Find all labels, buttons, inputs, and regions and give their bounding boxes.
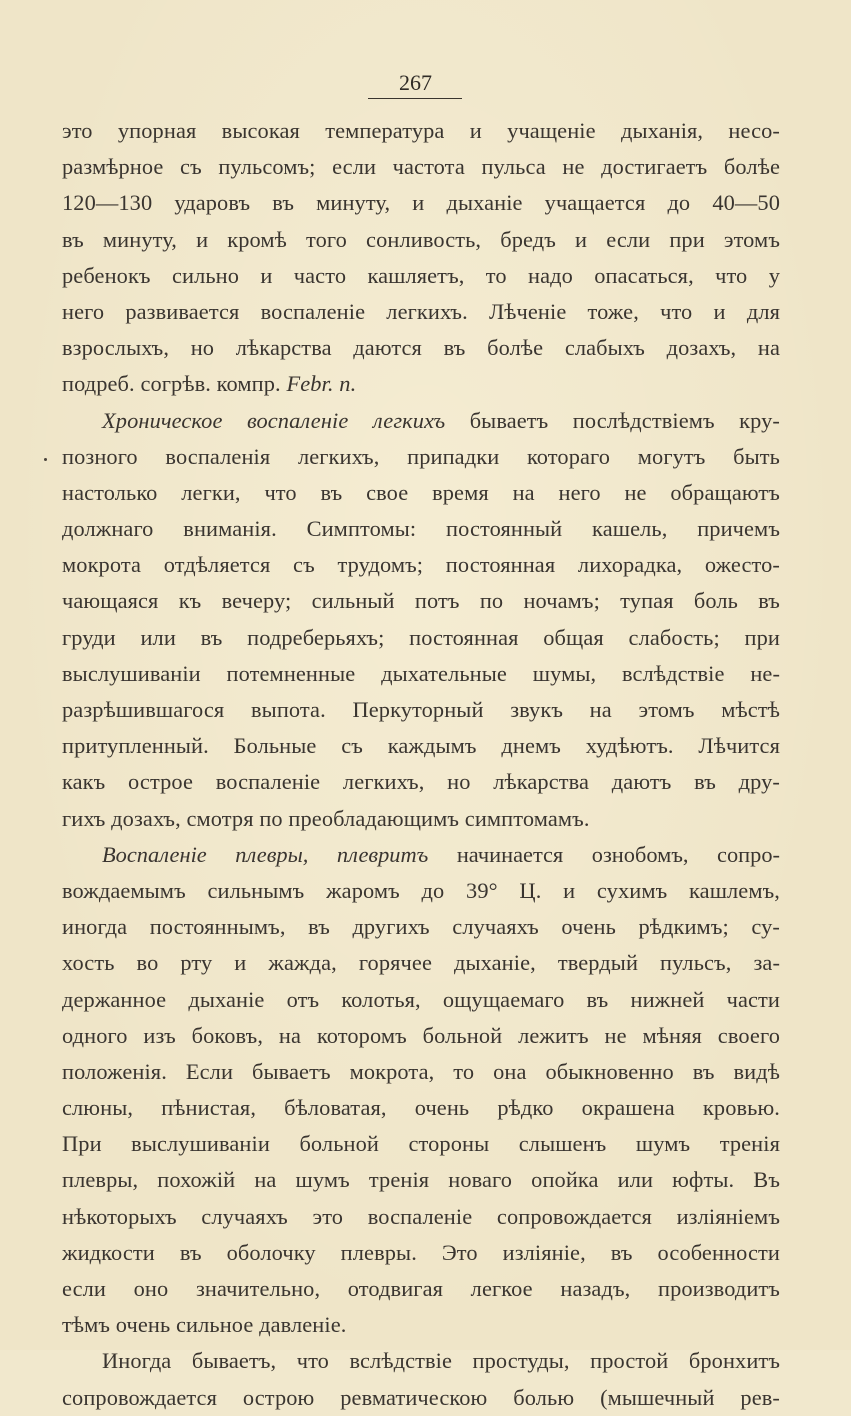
text-line-content: выслушиваніи потемненные дыхательные шумы, вслѣдствіе не- [62, 660, 780, 686]
italic-heading: Хроническое воспаленіе легкихъ [102, 407, 446, 433]
text-line [62, 945, 780, 981]
text-line-content: въ минуту, и кромѣ того сонливость, бредъ и если при этомъ [62, 226, 780, 252]
text-line [62, 1271, 780, 1307]
text-line-content: плевры, похожій на шумъ тренія новаго опойка или юфты. Въ [62, 1167, 780, 1193]
page-number-rule [368, 98, 462, 99]
text-line-content: ребенокъ сильно и часто кашляетъ, то надо опасаться, что у [62, 262, 780, 288]
text-line [62, 764, 780, 800]
text-line-content: слюны, пѣнистая, бѣловатая, очень рѣдко окрашена кровью. [62, 1095, 780, 1121]
italic-heading: Febr. n. [286, 371, 357, 397]
text-line-content: должнаго вниманія. Симптомы: постоянный кашель, причемъ [62, 516, 780, 542]
text-line-content: При выслушиваніи больной стороны слышенъ шумъ тренія [62, 1131, 780, 1157]
text-line-suffix: начинается ознобомъ, сопро- [428, 841, 780, 867]
page-number: 267 [399, 70, 432, 95]
text-line [62, 1018, 780, 1054]
text-line-content: вождаемымъ сильнымъ жаромъ до 39° Ц. и сухимъ кашлемъ, [62, 877, 780, 903]
text-line-content: если оно значительно, отодвигая легкое назадъ, производитъ [62, 1276, 780, 1301]
text-line-content: притупленный. Больные съ каждымъ днемъ худѣютъ. Лѣчится [62, 733, 780, 759]
text-line [62, 1235, 780, 1271]
body-text [62, 113, 780, 1416]
text-line [62, 1380, 780, 1416]
text-line-content: положенія. Если бываетъ мокрота, то она обыкновенно въ видѣ [62, 1058, 780, 1084]
text-line [62, 1307, 780, 1343]
text-line [62, 330, 780, 366]
text-line [62, 149, 780, 185]
text-line [62, 692, 780, 728]
text-line-content: 120—130 ударовъ въ минуту, и дыханіе учащается до 40—50 [62, 190, 780, 216]
text-line [62, 222, 780, 258]
text-line [62, 583, 780, 619]
text-line-content: гихъ дозахъ, смотря по преобладающимъ симптомамъ. [62, 805, 590, 831]
text-line-content: жидкости въ оболочку плевры. Это изліяніе, въ особенности [62, 1239, 780, 1265]
text-line-content: позного воспаленія легкихъ, припадки котораго могутъ быть [62, 443, 780, 469]
text-line-content: хость во рту и жажда, горячее дыханіе, твердый пульсъ, за- [62, 950, 780, 976]
text-line-content: тѣмъ очень сильное давленіе. [62, 1312, 347, 1338]
text-line-content: мокрота отдѣляется съ трудомъ; постоянная лихорадка, ожесто- [62, 552, 780, 578]
text-line-content: разрѣшившагося выпота. Перкуторный звукъ на этомъ мѣстѣ [62, 697, 780, 722]
italic-heading: Воспаленіе плевры, плевритъ [102, 841, 429, 867]
text-line [62, 909, 780, 945]
text-line [62, 656, 780, 692]
text-line [62, 837, 780, 873]
text-line-prefix: подреб. согрѣв. компр. [62, 371, 287, 397]
text-line-content: груди или въ подреберьяхъ; постоянная общая слабость; при [62, 624, 780, 650]
text-line-content: нѣкоторыхъ случаяхъ это воспаленіе сопровождается изліяніемъ [62, 1203, 780, 1229]
text-line [62, 185, 780, 221]
text-line [62, 113, 780, 149]
text-line [62, 873, 780, 909]
text-line [62, 475, 780, 511]
text-line-content: держанное дыханіе отъ колотья, ощущаемаго въ нижней части [62, 986, 780, 1012]
text-line [62, 511, 780, 547]
text-line-content: Иногда бываетъ, что вслѣдствіе простуды, простой бронхитъ [102, 1348, 780, 1374]
text-line [62, 728, 780, 764]
text-line-suffix: бываетъ послѣдствіемъ кру- [445, 407, 780, 433]
text-line [62, 1199, 780, 1235]
text-line [62, 439, 780, 475]
text-line [62, 403, 780, 439]
text-line-content: какъ острое воспаленіе легкихъ, но лѣкарства даютъ въ дру- [62, 769, 780, 795]
text-line [62, 1343, 780, 1379]
text-line [62, 982, 780, 1018]
text-line-content: настолько легки, что въ свое время на него не обращаютъ [62, 479, 780, 505]
text-line [62, 294, 780, 330]
text-line [62, 547, 780, 583]
margin-mark [44, 458, 47, 461]
text-line-content: иногда постояннымъ, въ другихъ случаяхъ очень рѣдкимъ; су- [62, 914, 780, 940]
text-line-content: взрослыхъ, но лѣкарства даются въ болѣе слабыхъ дозахъ, на [62, 335, 780, 361]
text-line [62, 1090, 780, 1126]
text-line-content: размѣрное съ пульсомъ; если частота пульса не достигаетъ болѣе [62, 154, 780, 180]
text-line [62, 366, 780, 402]
text-line [62, 1126, 780, 1162]
text-line-content: сопровождается острою ревматическою болью (мышечный рев- [62, 1384, 780, 1410]
text-line [62, 258, 780, 294]
text-line-content: него развивается воспаленіе легкихъ. Лѣченіе тоже, что и для [62, 298, 780, 324]
text-line-content: одного изъ боковъ, на которомъ больной лежитъ не мѣняя своего [62, 1022, 780, 1048]
text-line [62, 620, 780, 656]
text-line [62, 801, 780, 837]
text-line [62, 1162, 780, 1198]
text-line [62, 1054, 780, 1090]
text-line-content: это упорная высокая температура и учащеніе дыханія, несо- [62, 118, 780, 143]
text-line-content: чающаяся къ вечеру; сильный потъ по ночамъ; тупая боль въ [62, 588, 780, 614]
